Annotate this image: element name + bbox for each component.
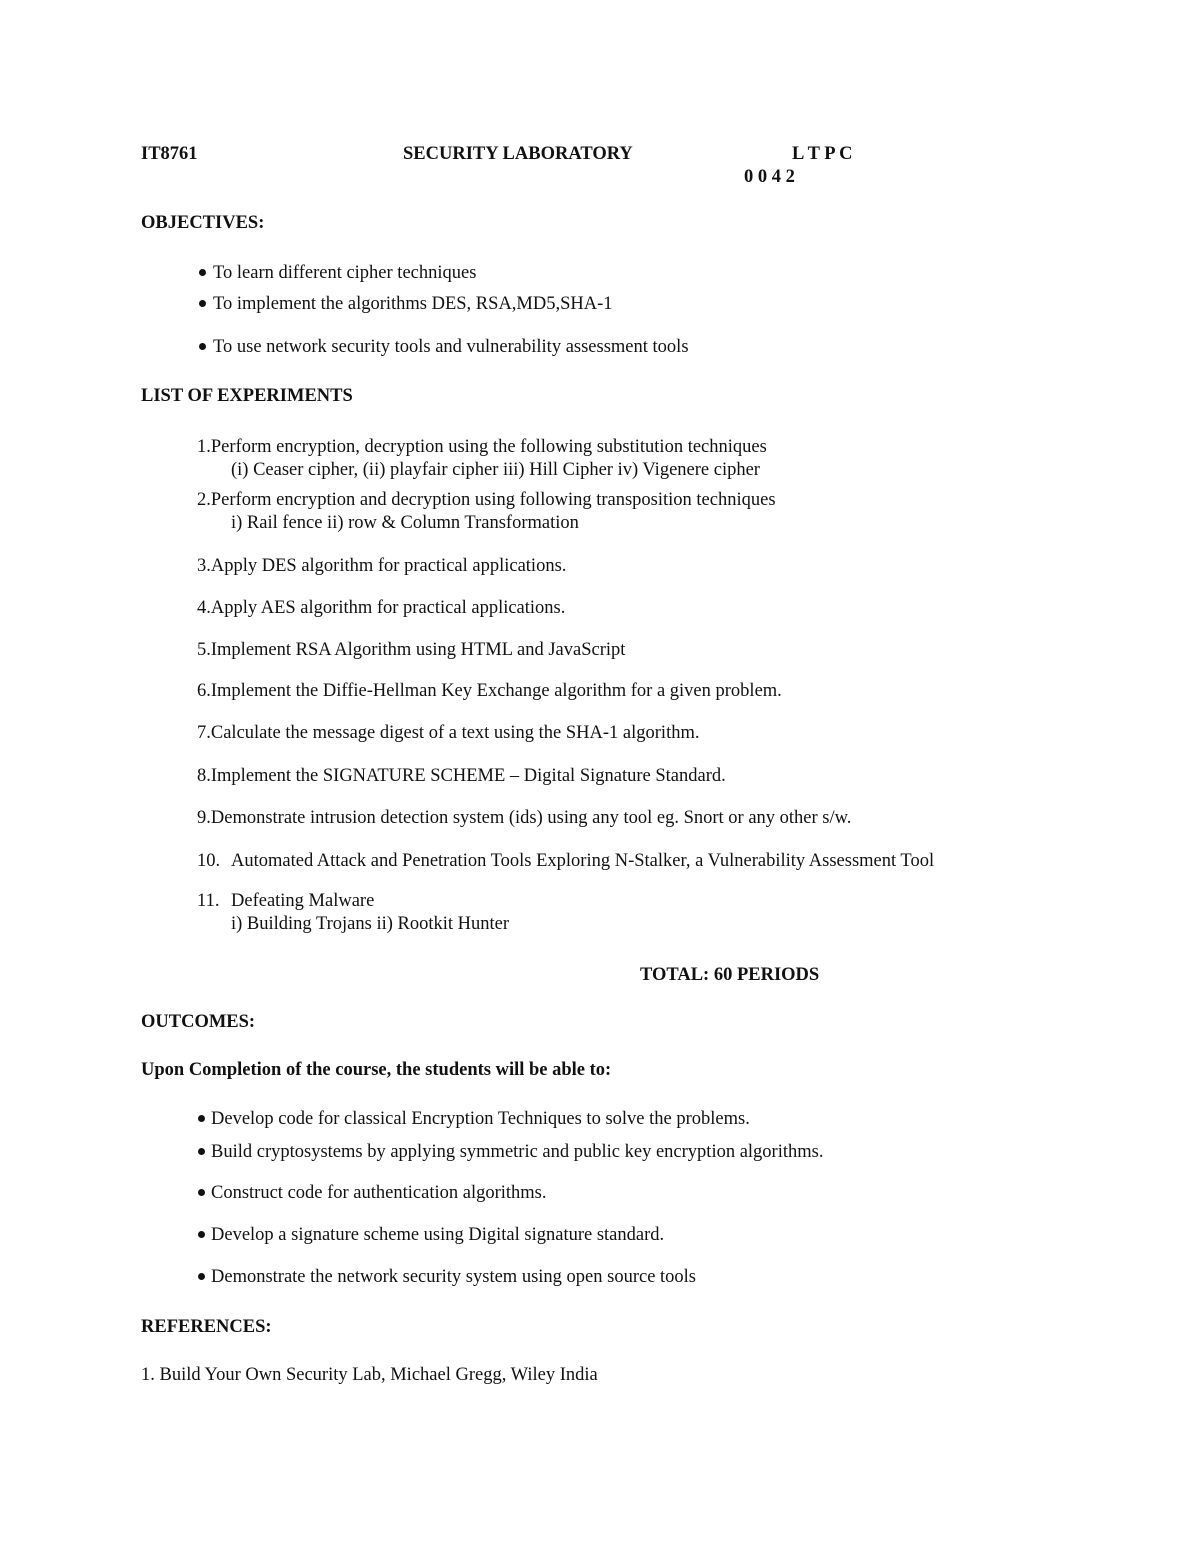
objective-item: To learn different cipher techniques <box>213 263 477 283</box>
outcomes-heading: OUTCOMES: <box>141 1012 256 1032</box>
bullet-icon <box>198 1231 205 1238</box>
experiment-item: 8.Implement the SIGNATURE SCHEME – Digital Signature Standard. <box>197 766 726 786</box>
outcome-item: Develop a signature scheme using Digital signature standard. <box>211 1225 665 1245</box>
references-heading: REFERENCES: <box>141 1317 272 1337</box>
experiment-item: 9.Demonstrate intrusion detection system (ids) using any tool eg. Snort or any other s/w. <box>197 808 852 828</box>
experiment-number: 10. <box>197 851 221 871</box>
ltpc-values: 0 0 4 2 <box>744 167 795 187</box>
experiment-item: Automated Attack and Penetration Tools Exploring N-Stalker, a Vulnerability Assessment Tool <box>231 851 935 871</box>
reference-item: 1. Build Your Own Security Lab, Michael Gregg, Wiley India <box>141 1365 598 1385</box>
bullet-icon <box>198 1189 205 1196</box>
outcomes-intro: Upon Completion of the course, the students will be able to: <box>141 1060 612 1080</box>
bullet-icon <box>198 1148 205 1155</box>
bullet-icon <box>198 1273 205 1280</box>
experiment-item: 6.Implement the Diffie-Hellman Key Exchange algorithm for a given problem. <box>197 681 782 701</box>
bullet-icon <box>199 269 206 276</box>
experiment-subitem: (i) Ceaser cipher, (ii) playfair cipher iii) Hill Cipher iv) Vigenere cipher <box>231 460 760 480</box>
experiment-item: 2.Perform encryption and decryption using following transposition techniques <box>197 490 776 510</box>
bullet-icon <box>198 1115 205 1122</box>
course-title: SECURITY LABORATORY <box>403 144 633 164</box>
experiment-number: 11. <box>197 891 220 911</box>
objective-item: To implement the algorithms DES, RSA,MD5,SHA-1 <box>213 294 613 314</box>
outcome-item: Build cryptosystems by applying symmetric and public key encryption algorithms. <box>211 1142 824 1162</box>
experiment-item: 4.Apply AES algorithm for practical applications. <box>197 598 566 618</box>
course-code: IT8761 <box>141 144 198 164</box>
experiment-item: 1.Perform encryption, decryption using the following substitution techniques <box>197 437 767 457</box>
experiment-item: 7.Calculate the message digest of a text using the SHA-1 algorithm. <box>197 723 700 743</box>
ltpc-label: L T P C <box>792 144 853 164</box>
experiment-item: 3.Apply DES algorithm for practical applications. <box>197 556 567 576</box>
experiment-subitem: i) Rail fence ii) row & Column Transformation <box>231 513 579 533</box>
experiment-item: 5.Implement RSA Algorithm using HTML and JavaScript <box>197 640 626 660</box>
bullet-icon <box>199 300 206 307</box>
outcome-item: Develop code for classical Encryption Techniques to solve the problems. <box>211 1109 750 1129</box>
bullet-icon <box>199 343 206 350</box>
objectives-heading: OBJECTIVES: <box>141 213 265 233</box>
total-periods: TOTAL: 60 PERIODS <box>640 965 820 985</box>
outcome-item: Demonstrate the network security system using open source tools <box>211 1267 697 1287</box>
objective-item: To use network security tools and vulnerability assessment tools <box>213 337 689 357</box>
outcome-item: Construct code for authentication algorithms. <box>211 1183 547 1203</box>
experiment-item: Defeating Malware <box>231 891 375 911</box>
experiments-heading: LIST OF EXPERIMENTS <box>141 386 353 406</box>
experiment-subitem: i) Building Trojans ii) Rootkit Hunter <box>231 914 510 934</box>
